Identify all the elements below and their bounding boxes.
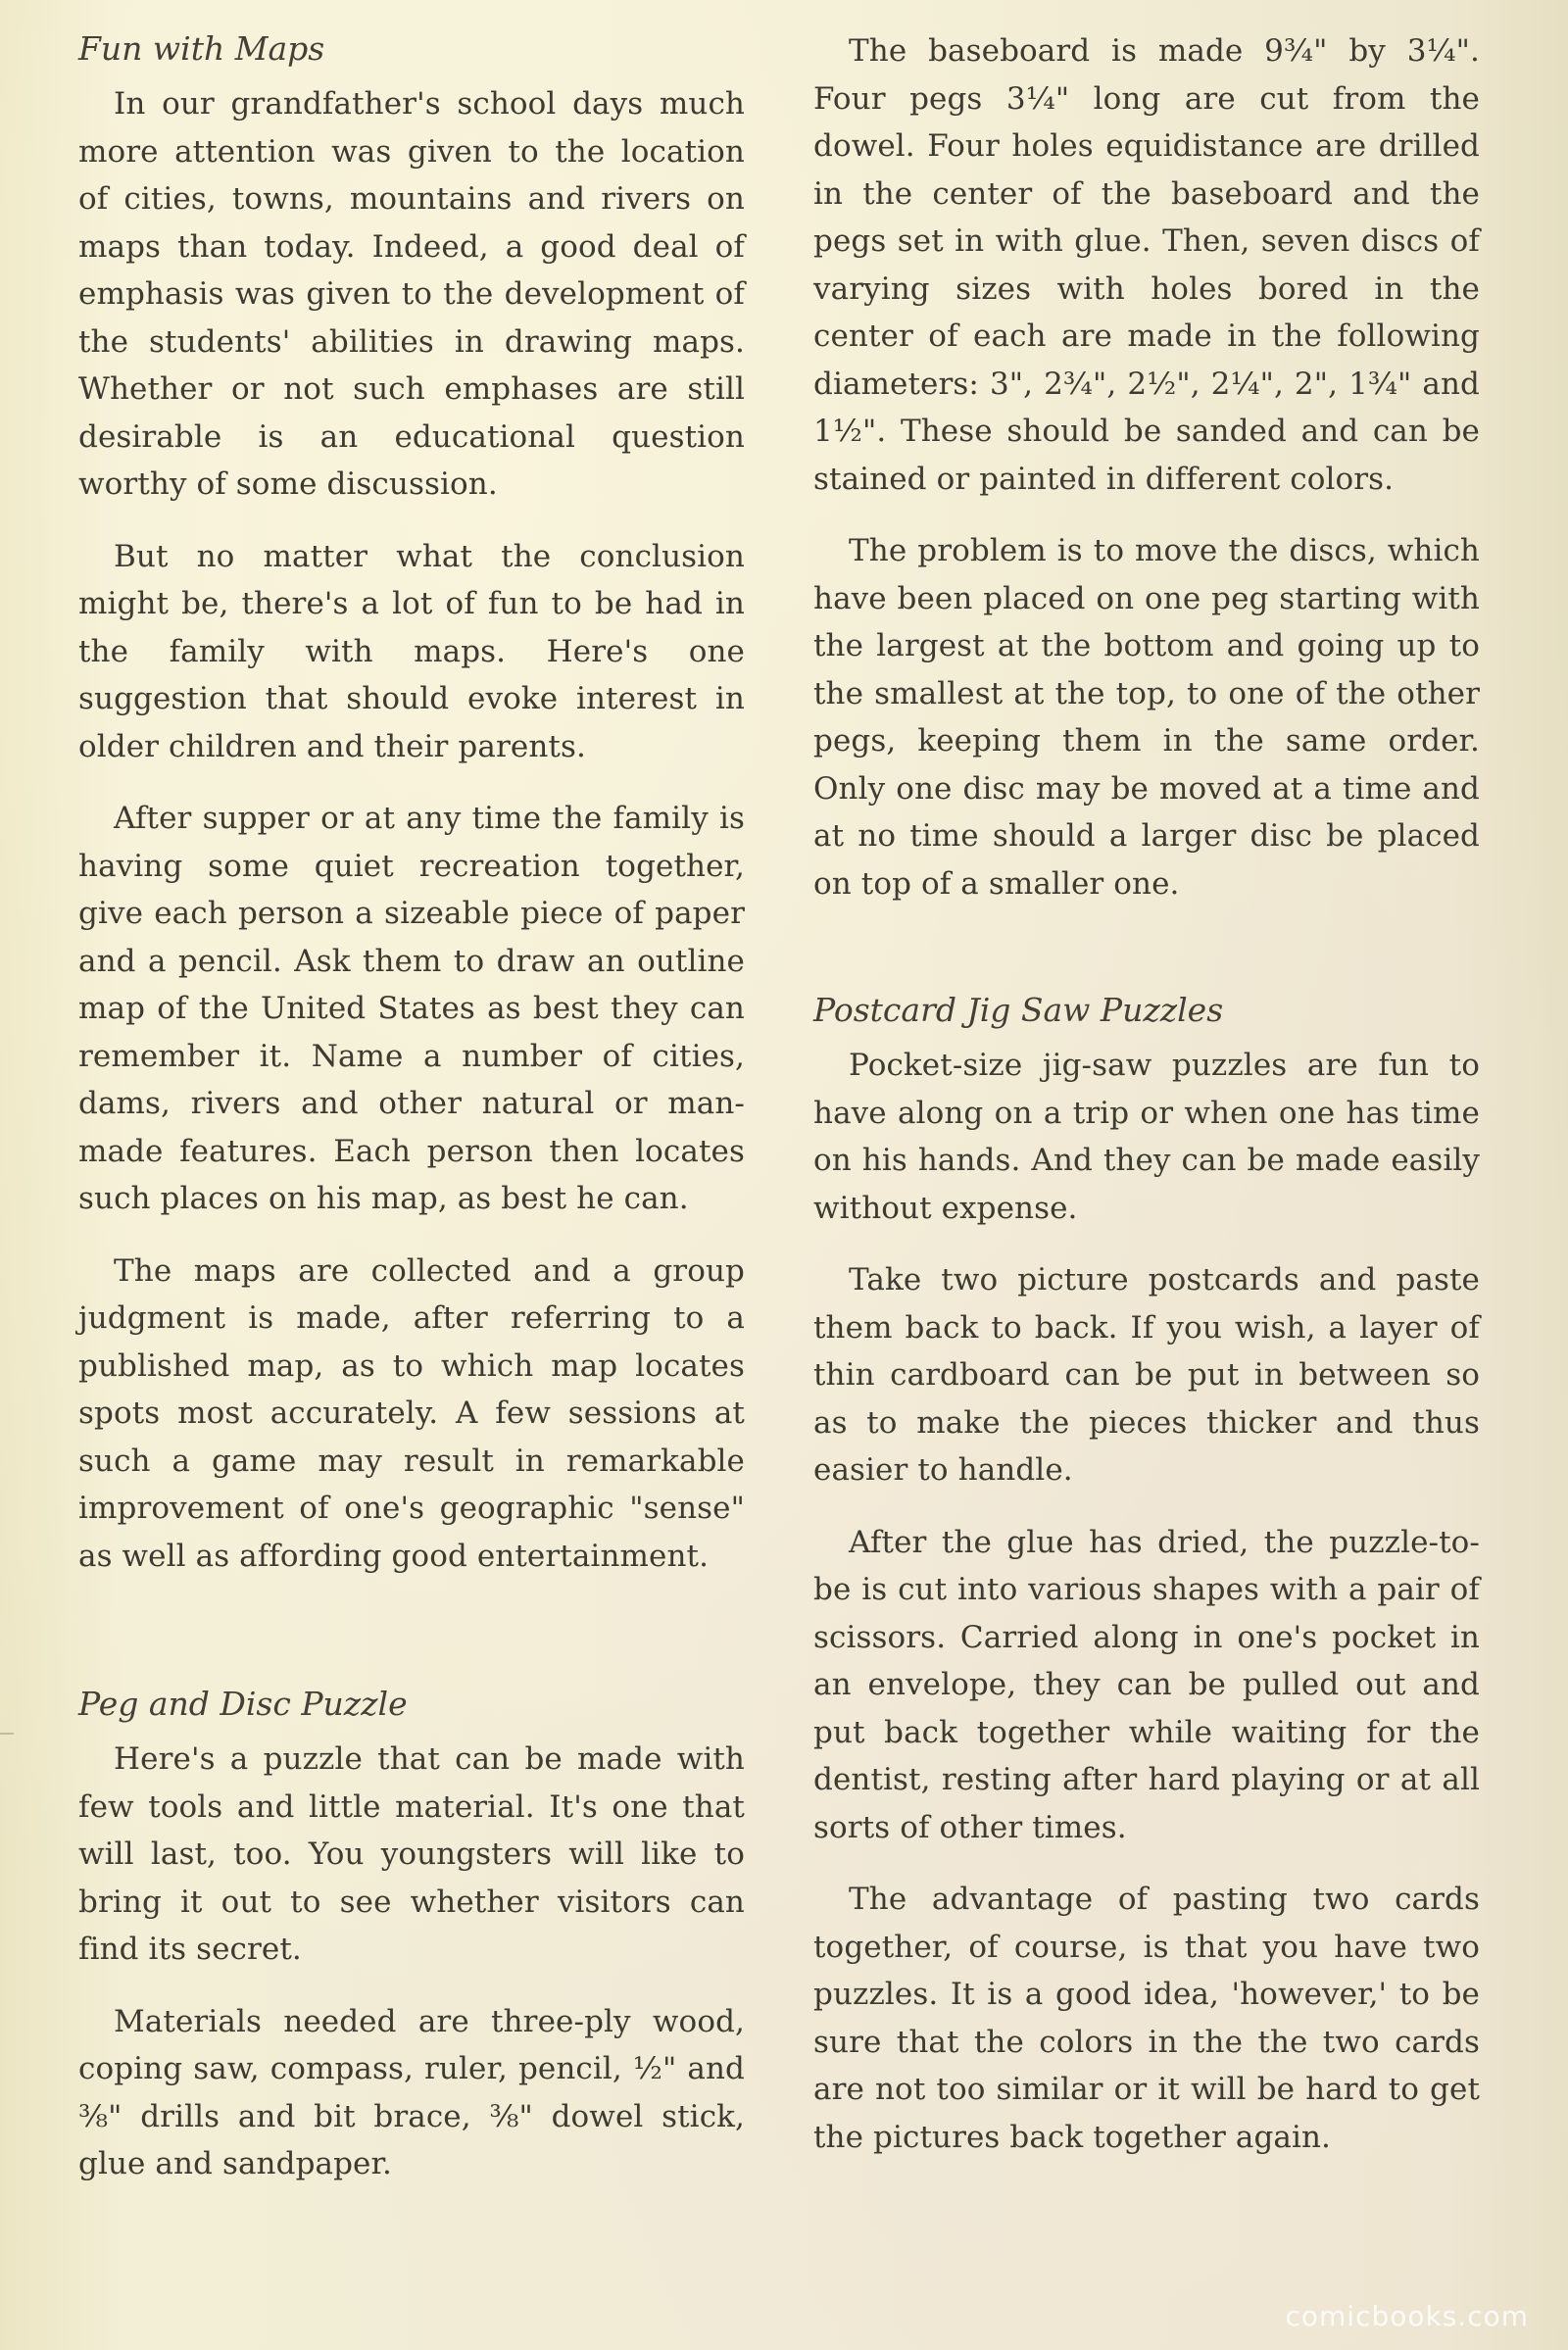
watermark: comicbooks.com	[1285, 2300, 1529, 2332]
paragraph: The baseboard is made 9¾" by 3¼". Four pegs 3¼" long are cut from the dowel. Four holes equidistance are drilled in the center of the baseboard and the pegs set in with glue. Then, seven discs of varying sizes with holes bored in the center of each are made in the following diameters: 3", 2¾", 2½", 2¼", 2", 1¾" and 1½". These should be sanded and can be stained or painted in different colors.	[813, 33, 1480, 497]
paragraph: After the glue has dried, the puzzle-to-be is cut into various shapes with a pair of scissors. Carried along in one's pocket in an envelope, they can be pulled out and put back together while waiting for the dentist, resting after hard playing or at all sorts of other times.	[813, 1524, 1480, 1845]
section-spacer	[813, 932, 1480, 989]
left-column	[78, 27, 745, 2213]
paragraph: Here's a puzzle that can be made with few tools and little material. It's one that will last, too. You youngsters will like to bring it out to see whether visitors can find its secret.	[78, 1741, 745, 1967]
section-title-peg-and-disc: Peg and Disc Puzzle	[78, 1685, 408, 1723]
paragraph: Take two picture postcards and paste them back to back. If you wish, a layer of thin cardboard can be put in between so as to make the pieces thicker and thus easier to handle.	[813, 1262, 1480, 1488]
paragraph: But no matter what the conclusion might be, there's a lot of fun to be had in the family with maps. Here's one suggestion that should evoke interest in older children and their parents.	[78, 538, 745, 764]
section-spacer	[78, 1604, 745, 1683]
right-column	[813, 27, 1480, 2185]
paragraph: Materials needed are three-ply wood, coping saw, compass, ruler, pencil, ½" and ⅜" drills and bit brace, ⅜" dowel stick, glue and sandpaper.	[78, 2003, 745, 2181]
fun-with-maps-section	[78, 27, 745, 1580]
paragraph: The advantage of pasting two cards together, of course, is that you have two puzzles. It is a good idea, 'however,' to be sure that the colors in the the two cards are not too similar or it will be hard to get the pictures back together again.	[813, 1882, 1480, 2155]
paragraph: Pocket-size jig-saw puzzles are fun to have along on a trip or when one has time on his hands. And they can be made easily without expense.	[813, 1048, 1480, 1226]
paragraph: The problem is to move the discs, which have been placed on one peg starting with the largest at the bottom and going up to the smallest at the top, to one of the other pegs, keeping them in the same order. Only one disc may be moved at a time and at no time should a larger disc be placed on top of a smaller one.	[813, 533, 1480, 902]
section-title-postcard-jig-saw: Postcard Jig Saw Puzzles	[813, 991, 1224, 1029]
section-title-fun-with-maps: Fun with Maps	[78, 29, 325, 68]
paragraph: After supper or at any time the family is having some quiet recreation together, give each person a sizeable piece of paper and a pencil. Ask them to draw an outline map of the United States as best they can remember it. Name a number of cities, dams, rivers and other natural or man-made features. Each person then locates such places on his map, as best he can.	[78, 801, 745, 1216]
paragraph: The maps are collected and a group judgment is made, after referring to a published map, as to which map locates spots most accurately. A few sessions at such a game may result in remarkable improvement of one's geographic "sense" as well as affording good entertainment.	[78, 1252, 745, 1574]
peg-and-disc-section	[78, 1683, 745, 2188]
peg-and-disc-continued-section	[813, 27, 1480, 907]
paragraph: In our grandfather's school days much more attention was given to the location of cities, towns, mountains and rivers on maps than today. Indeed, a good deal of emphasis was given to the development of the students' abilities in drawing maps. Whether or not such emphases are still desirable is an educational question worthy of some discussion.	[78, 86, 745, 502]
postcard-jig-saw-section	[813, 989, 1480, 2161]
fold-mark	[0, 1733, 14, 1735]
